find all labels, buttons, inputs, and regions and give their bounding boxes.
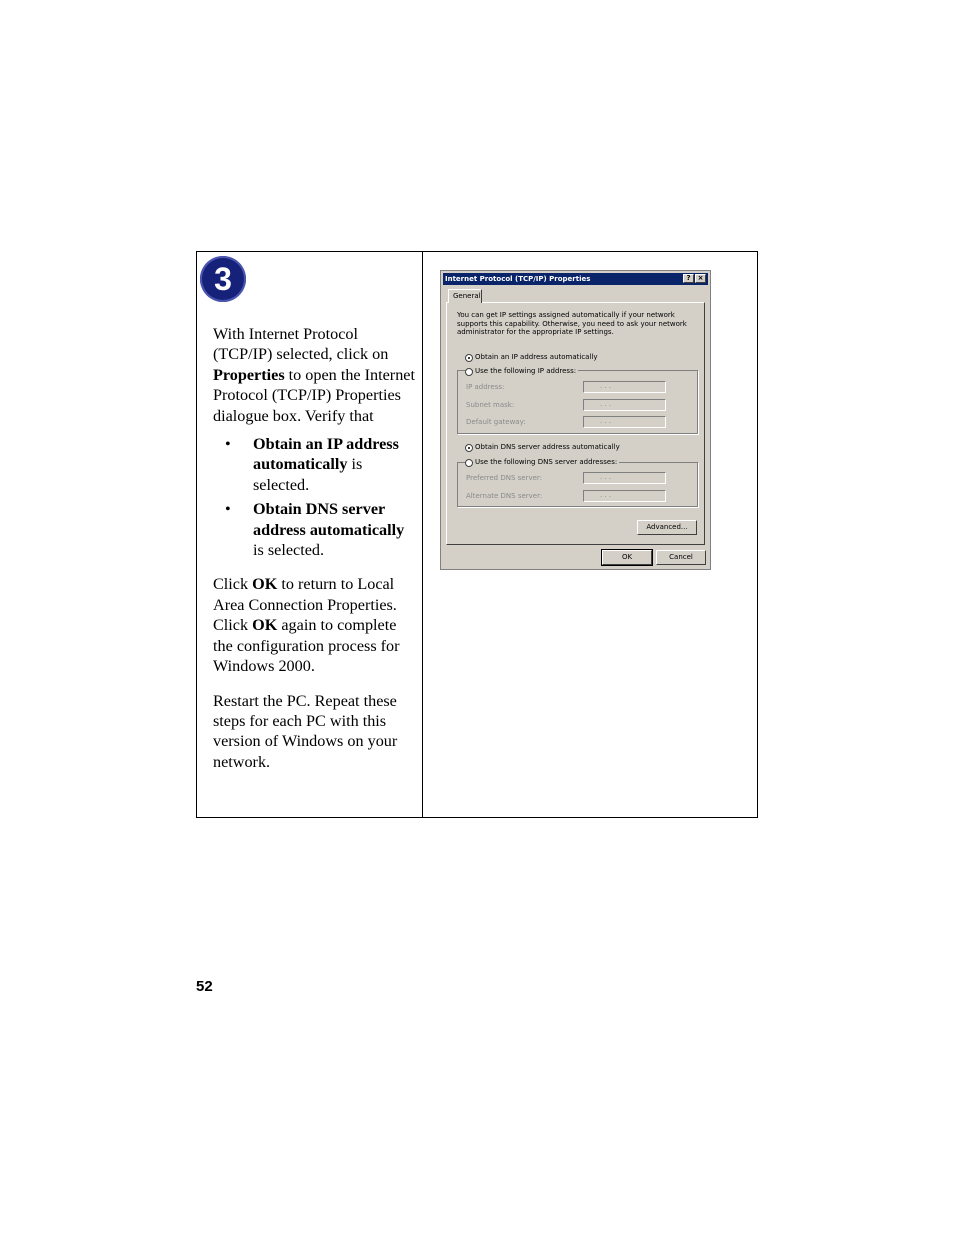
list-item: • Obtain DNS server address automatically is selected.: [225, 500, 405, 560]
ok-button[interactable]: OK: [602, 550, 652, 565]
use-ip-radio[interactable]: [465, 368, 473, 376]
default-gateway-label: Default gateway:: [466, 418, 526, 426]
cancel-button[interactable]: Cancel: [656, 550, 706, 565]
subnet-mask-label: Subnet mask:: [466, 401, 515, 409]
tcpip-properties-dialog: [440, 270, 711, 570]
verify-list: [213, 434, 417, 560]
step-number-badge: 3: [200, 256, 246, 302]
alternate-dns-label: Alternate DNS server:: [466, 492, 543, 500]
dialog-title: Internet Protocol (TCP/IP) Properties: [445, 275, 591, 283]
alternate-dns-field[interactable]: . . .: [583, 490, 666, 502]
instructions-text: [213, 324, 417, 772]
obtain-dns-label[interactable]: Obtain DNS server address automatically: [475, 443, 620, 451]
preferred-dns-field[interactable]: . . .: [583, 472, 666, 484]
tab-general[interactable]: General: [448, 289, 482, 303]
close-button[interactable]: ×: [695, 274, 706, 283]
help-button[interactable]: ?: [683, 274, 694, 283]
obtain-ip-label[interactable]: Obtain an IP address automatically: [475, 353, 598, 361]
dialog-titlebar: [443, 273, 708, 285]
preferred-dns-label: Preferred DNS server:: [466, 474, 543, 482]
info-text: You can get IP settings assigned automatically if your network supports this capability. Otherwise, you need to ask your network administrator for the appropriate IP settings.: [457, 311, 687, 336]
default-gateway-field[interactable]: . . .: [583, 416, 666, 428]
ip-address-label: IP address:: [466, 383, 505, 391]
intro-paragraph: With Internet Protocol (TCP/IP) selected, click on Properties to open the Internet Protocol (TCP/IP) Properties dialogue box. Verify that: [213, 325, 415, 425]
subnet-mask-field[interactable]: . . .: [583, 399, 666, 411]
page-number: 52: [196, 978, 213, 995]
restart-paragraph: Restart the PC. Repeat these steps for each PC with this version of Windows on your network.: [213, 691, 398, 771]
list-item: • Obtain an IP address automatically is selected.: [225, 435, 399, 494]
use-ip-label[interactable]: Use the following IP address:: [475, 367, 577, 375]
use-dns-radio[interactable]: [465, 459, 473, 467]
ok-paragraph: Click OK to return to Local Area Connection Properties. Click OK again to complete the configuration process for Windows 2000.: [213, 575, 400, 676]
use-dns-label[interactable]: Use the following DNS server addresses:: [475, 458, 618, 466]
advanced-button[interactable]: Advanced...: [637, 520, 697, 535]
obtain-dns-radio[interactable]: [465, 444, 473, 452]
ip-address-field[interactable]: . . .: [583, 381, 666, 393]
column-divider: [422, 252, 423, 817]
general-panel: [446, 302, 705, 545]
obtain-ip-radio[interactable]: [465, 354, 473, 362]
